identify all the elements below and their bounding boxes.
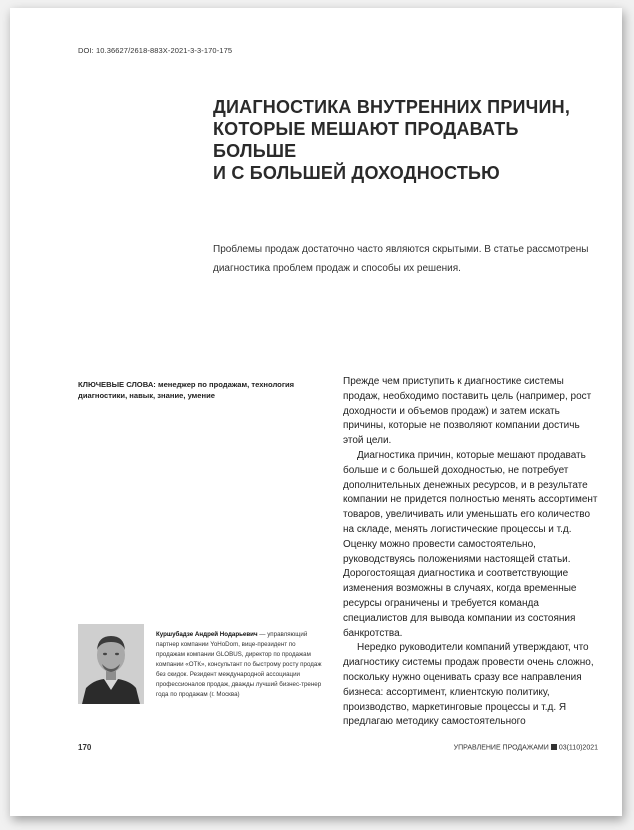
page-number: 170 <box>78 743 92 752</box>
body-paragraph: Диагностика причин, которые мешают продавать больше и с большей доходностью, не потребует дополнительных денежных ресурсов, и в результате компании не придется полностью менять ассортимент товаров, увеличивать или уменьшать его количество на складе, менять логистические процессы и т.д. Оценку можно провести самостоятельно, руководствуясь положениями настоящей статьи. Дорогостоящая диагностика и соответствующие изменения возможны в случаях, когда временные ресурсы ограничены и требуется команда специалистов для вывода компании из состояния банкротства. <box>343 449 598 639</box>
journal-page <box>10 8 622 816</box>
body-paragraph: Нередко руководители компаний утверждают, что диагностику системы продаж провести очень сложно, поскольку нужно оценивать сразу все направления бизнеса: ассортимент, клиентскую политику, производство, маркетинговые процессы и т.д. Я предлагаю методику самостоятельного <box>343 642 594 728</box>
lead-line: Проблемы продаж достаточно часто являются скрытыми. В статье рассмотрены <box>213 244 589 255</box>
keywords: КЛЮЧЕВЫЕ СЛОВА: менеджер по продажам, технология диагностики, навык, знание, умение <box>78 380 295 400</box>
article-title <box>213 96 603 184</box>
author-bio <box>156 630 324 700</box>
author-description: — управляющий партнер компании YoHoDom, вице-президент по продажам компании GLOBUS, директор по продажам компании «ОТК», консультант по быстрому росту продаж без скидок. Резидент международной ассоциации профессионалов продаж, дважды лучший бизнес-тренер года по продажам (г. Москва) <box>156 631 322 698</box>
article-lead <box>213 240 598 278</box>
square-bullet-icon <box>551 744 557 750</box>
issue-number: 03(110)2021 <box>558 744 598 752</box>
lead-line: диагностика проблем продаж и способы их решения. <box>213 263 461 274</box>
title-line: И С БОЛЬШЕЙ ДОХОДНОСТЬЮ <box>213 163 500 183</box>
doi-line: DOI: 10.36627/2618-883X-2021-3-3-170-175 <box>78 46 233 55</box>
journal-name: УПРАВЛЕНИЕ ПРОДАЖАМИ <box>453 744 549 752</box>
article-body <box>343 375 598 730</box>
title-line: КОТОРЫЕ МЕШАЮТ ПРОДАВАТЬ БОЛЬШЕ <box>213 119 519 161</box>
author-photo <box>78 624 144 704</box>
body-paragraph: Прежде чем приступить к диагностике системы продаж, необходимо поставить цель (например, рост доходности и объемов продаж) и затем искать причины, которые не позволяют компании достичь этой цели. <box>343 376 592 447</box>
author-name: Куршубадзе Андрей Нодарьевич <box>156 631 258 638</box>
running-footer <box>454 744 598 752</box>
title-line: ДИАГНОСТИКА ВНУТРЕННИХ ПРИЧИН, <box>213 97 571 117</box>
